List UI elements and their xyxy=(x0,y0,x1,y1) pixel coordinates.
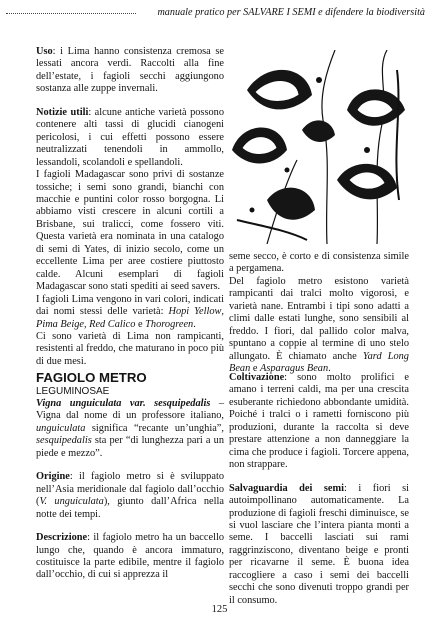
header-title: manuale pratico per SALVARE I SEMI e difendere la biodiversità xyxy=(157,7,425,18)
variety-name: Red Calico xyxy=(89,318,136,330)
label-origine: Origine xyxy=(36,471,70,483)
text-latin-meaning: sta per “di lunghezza pari a un piede e mezzo”. xyxy=(36,435,224,459)
text-conjunction: e xyxy=(250,363,261,375)
text-coltivazione: : sono molto prolifici e amano i terreni caldi, ma per una crescita esuberante richiedono abbondante umidità. Poiché i tralci o i rametti forniscono più produzioni, durante la raccolta si deve prestare attenzione a non danneggiare la cima che produce i fagioli. Torcere appena, non strappare. xyxy=(229,372,409,471)
latin-name-heading: Vigna unguiculata var. sesquipedalis xyxy=(36,398,211,409)
label-notizie: Notizie utili xyxy=(36,106,89,118)
latin-term: sesquipedalis xyxy=(36,435,92,447)
text-salvaguardia: : i fiori si autoimpollinano automaticamente. La produzione di fagioli freschi diminuisce, se si vuol lasciare che l’intera pianta monti a seme. I baccelli lasciati sui rami raggrinziscono, diventano beige e pronti per ricavarne il seme. È buona idea raccogliere a caso i semi dei baccelli secchi che sono divenuti troppo grandi per il consumo. xyxy=(229,482,410,606)
right-column-top xyxy=(229,251,409,376)
text-varieties-intro: I fagioli Lima vengono in vari colori, indicati dai nomi stessi delle varietà: xyxy=(36,293,224,318)
paragraph-seed-texture: seme secco, è corto e di consistenza simile a pergamena. xyxy=(229,251,409,275)
paragraph-dwarf-varieties: Ci sono varietà di Lima non rampicanti, resistenti al freddo, che maturano in poco più di due mesi. xyxy=(36,330,224,367)
text-uso: : i Lima hanno consistenza cremosa se lessati ancora verdi. Raccolti alla fine dell’estate, i fagioli secchi aggiungono sostanza alle zuppe invernali. xyxy=(36,46,224,95)
section-family: LEGUMINOSAE xyxy=(36,386,110,397)
text-conjunction: e xyxy=(135,318,146,330)
paragraph-coltivazione xyxy=(229,372,409,472)
right-column-bottom xyxy=(229,372,409,607)
paragraph-origine xyxy=(36,471,224,521)
paragraph-varieties: I fagioli Lima vengono in vari colori, indicati dai nomi stessi delle varietà: Hopi Yellow, Pima Beige, Red Calico e Thorogreen. xyxy=(36,293,224,330)
paragraph-madagascar: I fagioli Madagascar sono privi di sostanze tossiche; i semi sono grandi, bianchi con macchie e puntini color rosso borgogna. Li abbiamo visti crescere in alcuni cortili a Brisbane, sui tralicci, come fossero viti. Questa varietà era nominata in una catalogo di semi di Yates, di inizio secolo, come un eccellente Lima per aree costiere piuttosto calde. Alcuni esemplari di fagioli Madagascar sono stati spediti ai seed savers. xyxy=(36,169,224,293)
latin-term: unguiculata xyxy=(36,422,86,434)
label-salvaguardia: Salvaguardia dei semi xyxy=(229,482,344,494)
text-climbing-intro: Del fagiolo metro esistono varietà rampicanti dai tralci molto vigorosi, e varietà nane. Entrambi i tipi sono adatti a climi dalle estati lunghe, sono sensibili al freddo. I fiori, dal pallido color malva, spuntano a coppie al termine di uno stelo allungato. È chiamato anche xyxy=(229,275,409,362)
common-name: Yard Long Bean xyxy=(229,350,409,375)
variety-name: Pima Beige xyxy=(36,318,84,330)
text-notizie: : alcune antiche varietà possono contenere alti tassi di glucidi cianogeni pericolosi, i cui effetti possono essere neutralizzati tenendoli in ammollo, lessandoli, scolandoli e spellandoli. xyxy=(36,106,224,168)
label-coltivazione: Coltivazione xyxy=(229,372,285,383)
variety-name: Thorogreen xyxy=(145,318,194,330)
label-uso: Uso xyxy=(36,46,53,57)
running-header xyxy=(6,7,433,25)
text-latin-meaning: significa “recante un’unghia”, xyxy=(85,422,224,434)
text-descrizione: : il fagiolo metro ha un baccello lungo che, quando è ancora immaturo, costituisce la parte edibile, mentre il fagiolo dall’occhio, di cui si apprezza il xyxy=(36,532,224,581)
page-number: 125 xyxy=(211,604,228,615)
paragraph-salvaguardia xyxy=(229,483,409,608)
latin-term: V. unguiculata xyxy=(39,496,104,508)
paragraph-uso xyxy=(36,46,224,96)
left-column-bottom xyxy=(36,370,224,582)
header-dotted-rule xyxy=(6,13,136,14)
paragraph-varieties-climbing: Del fagiolo metro esistono varietà rampicanti dai tralci molto vigorosi, e varietà nane. Entrambi i tipi sono adatti a climi dalle estati lunghe, sono sensibili al freddo. I fiori, dal pallido color malva, spuntano a coppie al termine di uno stelo allungato. È chiamato anche Yard Long Bean e Asparagus Bean. xyxy=(229,275,409,375)
left-column-top xyxy=(36,46,224,368)
text-origine: ), giunto dall’Africa nella notte dei tempi. xyxy=(36,496,224,520)
label-descrizione: Descrizione xyxy=(36,532,88,544)
section-title: FAGIOLO METRO xyxy=(36,370,147,385)
paragraph-latin-name xyxy=(36,398,224,460)
text-origine: : il fagiolo metro si è sviluppato nell’Asia meridionale dal fagiolo dall’occhio ( xyxy=(36,471,224,508)
text-latin-intro: – Vigna dal nome di un professore italiano, xyxy=(36,398,224,422)
bean-plant-illustration xyxy=(227,50,410,244)
common-name: Asparagus Bean xyxy=(260,363,329,375)
variety-name: Hopi Yellow xyxy=(168,306,222,318)
paragraph-notizie xyxy=(36,107,224,169)
paragraph-descrizione xyxy=(36,532,224,582)
